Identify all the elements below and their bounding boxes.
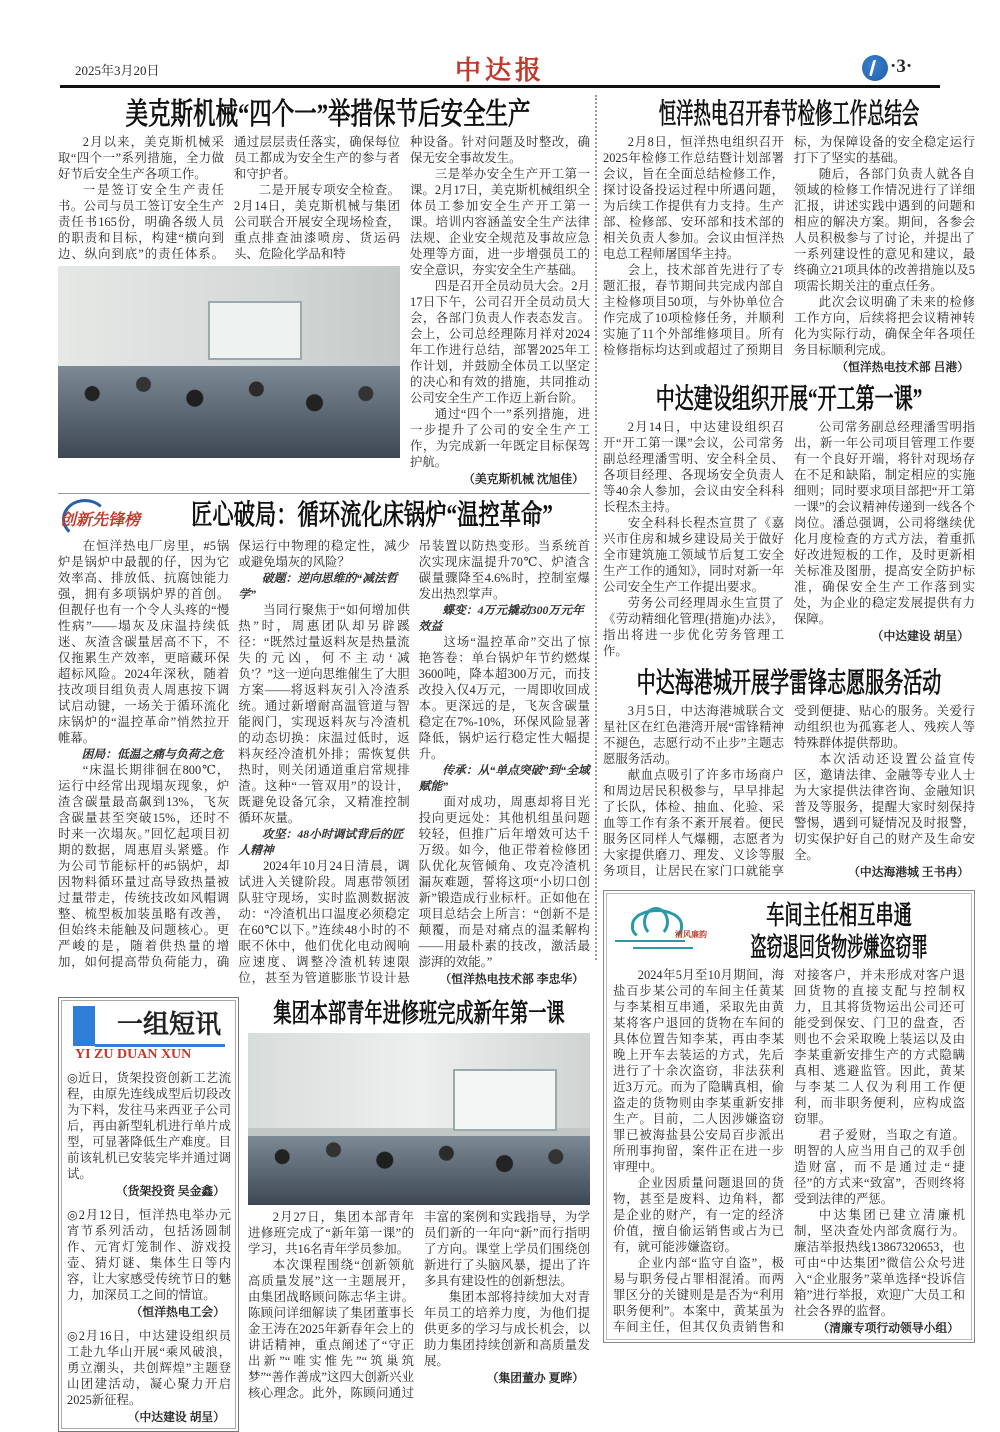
- classroom-photo: [248, 1033, 590, 1205]
- byline: （美克斯机械 沈旭佳）: [463, 472, 584, 486]
- masthead: 中达报: [454, 56, 545, 85]
- paragraph: 种设备。针对问题及时整改，确保无安全事故发生。: [410, 135, 590, 165]
- right-region: [603, 96, 975, 1343]
- article-title: [154, 497, 590, 535]
- paragraph: 通过“四个一”系列措施，进一步提升了公司的安全生产工作，为完成新一年既定目标保驾护航。: [410, 407, 590, 469]
- makesi-title: 美克斯机械“四个一”举措保节后安全生产: [125, 98, 531, 131]
- bottom-row: [58, 997, 590, 1432]
- paragraph: 三是举办安全生产开工第一课。2月17日，美克斯机械组织全体员工参加安全生产开工第一课。培训内容涵盖安全生产法律法规、企业安全规范及事故应急处理等方面，进一步增强员工的安全意识，夯实安全生产基础。: [410, 167, 590, 277]
- article-title: [603, 96, 975, 134]
- byline: （恒洋热电技术部 吕港）: [836, 360, 969, 374]
- integrity-header: [613, 897, 965, 967]
- paragraph: 本次活动还设置公益宣传区，邀请法律、金融等专业人士为大家提供法律咨询、金融知识普及等服务，提醒大家时刻保持警惕，遇到可疑情况及时报警，切实保护好自己的财产及生命安全。: [794, 752, 975, 862]
- paragraph: 企业因质量问题退回的货物，甚至是废料、边角料，都是企业的财产，有一定的经济价值，擅自偷运销售或占为已有，就可能涉嫌盗窃。: [613, 1176, 784, 1254]
- boiler-header: [58, 494, 590, 538]
- briefs-logo: [65, 1002, 232, 1064]
- innovation-badge: [58, 497, 154, 535]
- integrity-box: [603, 890, 975, 1343]
- byline: （中达建设 胡呈）: [127, 1410, 225, 1424]
- zhongda-build-title: 中达建设组织开展“开工第一课”: [655, 384, 923, 415]
- paragraph: 此次会议明确了未来的检修工作方向，后续将把会议精神转化为实际行动，确保全年各项任务目标顺利完成。: [794, 295, 975, 357]
- paragraph: 2月8日，恒洋热电组织召开2025年检修工作总结暨计划部署会议，旨在全面总结检修工作，探讨设备投运过程中所遇问题，为后续工作提供有力支持。生产部、检修部、安环部和技术部的相关负责人参加。会议由恒洋热电总工程师屠国华主持。: [603, 135, 784, 261]
- makesi-article: [58, 134, 590, 487]
- meeting-photo: [58, 266, 400, 458]
- paragraph: 企业内部“监守自盗”，极易与职务侵占罪相混淆。而两罪区分的关键则是是否为“利用职务便利”。本案中，黄某虽为车间主任，但其仅负责销售和对接客户，并未形成对客户退回货物的直接支配与控制权力，且其将货物运出公司还可能受到保安、门卫的盘查，否则也不会采取晚上装运以及由李某重新安排生产的方式隐瞒真相、逃避监管。因此，黄某与李某二人仅为利用工作便利，而非职务便利，应构成盗窃罪。: [613, 968, 965, 1334]
- byline: （集团董办 夏晔）: [486, 1371, 584, 1385]
- article-title: [713, 932, 965, 964]
- makesi-body-right: [410, 134, 590, 487]
- logo-block-icon: [73, 1006, 95, 1046]
- zhongda-build-body: [603, 419, 975, 659]
- briefs-title: 一组短讯: [117, 1010, 222, 1039]
- column-divider: [595, 95, 597, 960]
- paragraph: 四是召开全员动员大会。2月17日下午，公司召开全员动员大会，各部门负责人作表态发言。会上，公司总经理陈月祥对2024年工作进行总结，部署2025年工作计划，并鼓励全体员工以坚定的决心和有效的措施，共同推动公司安全生产工作迈上新台阶。: [410, 279, 590, 405]
- paragraph: “床温长期徘徊在800℃，运行中经常出现塌灰现象，炉渣含碳量最高飙到13%，飞灰含碳量甚至突破15%，还时不时来一次塌灰。”回忆起项目初期的数据，周惠眉头紧蹙。作为公司节能标杆的#5锅炉，却因物料循环量过高导致热量被过量带走，传统技改如风帽调整、梳型板加装虽略有改善，但始终未能触及问题核心。更严峻的是，随着供热量的增加，如何提高带负荷能力，确保运行中物理的稳定性，减少或避免塌灰的风险？: [58, 539, 410, 969]
- brief-item: ◎2月16日，中达建设组织员工赴九华山开展“乘风破浪，勇立潮头，共创辉煌”主题登山团建活动，凝心聚力开启2025新征程。: [67, 1329, 231, 1407]
- paragraph: 这场“温控革命”交出了惊艳答卷：单台锅炉年节约燃煤3600吨，降本超300万元，而技改投入仅4万元，一周即收回成本。更深远的是，飞灰含碳量稳定在7%-10%，环保风险显著降低，锅炉运行稳定性大幅提升。: [418, 635, 590, 761]
- article-title: [713, 900, 965, 932]
- article-title: [603, 665, 975, 703]
- paragraph: 本次课程围绕“创新领航高质量发展”这一主题展开，由集团战略顾问陈志华主讲。陈顾问详细解读了集团董事长金王涛在2025年新春年会上的讲话精神，重点阐述了“守正出新”“唯实惟先”“筑巢筑梦”“善作善成”这四大创新兴业核心理念。此外，陈顾问通过丰富的案例和实践指导，为学员们新的一年向“新”而行指明了方向。课堂上学员们围绕创新进行了头脑风暴，提出了许多具有建设性的创新想法。: [248, 1210, 590, 1400]
- paragraph: 面对成功，周惠却将目光投向更远处：其他机组虽问题较轻，但推广后年增效可达千万级。如今，他正带着检修团队优化灰管倾角、攻克冷渣机漏灰难题，誓将这项“小切口创新”锻造成行业标杆。正如他在项目总结会上所言：“创新不是颠覆，而是对痛点的温柔解构——用最朴素的技改，激活最澎湃的效能。”: [418, 795, 590, 969]
- paragraph: 2024年5月至10月期间，海盐百步某公司的车间主任黄某与李某相互串通，采取先由黄某将客户退回的货物在车间的具体位置告知李某，再由李某晚上开车去装运的方式，先后进行了十余次盗窃，非法获利近3万元。而为了隐瞒真相，偷盗走的货物则由李某重新安排生产。目前，二人因涉嫌盗窃罪已被海盐县公安局百步派出所刑事拘留，案件正在进一步审理中。: [613, 968, 784, 1174]
- hengyang-repair-title: 恒洋热电召开春节检修工作总结会: [658, 99, 920, 130]
- subheading: 传承：从“单点突破”到“全域赋能”: [418, 763, 590, 793]
- byline: （中达建设 胡呈）: [871, 629, 969, 643]
- lotus-logo: [613, 907, 713, 957]
- brief-item: ◎2月12日，恒洋热电举办元宵节系列活动，包括汤圆制作、元宵灯笼制作、游戏投壶、猜灯谜、集体生日等内容，让大家感受传统节日的魅力，加深员工之间的情谊。: [67, 1208, 231, 1302]
- boiler-body: [58, 538, 590, 987]
- paragraph: 当同行聚焦于“如何增加供热”时，周惠团队却另辟蹊径：“既然过量返料灰是热量流失的元凶，何不主动‘减负’？”这一逆向思维催生了大胆方案——将返料灰引入冷渣系统。通过新增耐高温管道与智能阀门，实现返料灰与冷渣机的动态切换：床温过低时，返料灰经冷渣机外排；需恢复供热时，则关闭通道重启常规排渣。这种“一管双用”的设计，既避免设备冗余，又精准控制循环灰量。: [238, 603, 410, 825]
- paragraph: 公司常务副总经理潘雪明指出，新一年公司项目管理工作要有一个良好开端，将针对现场存在不足和缺陷，制定相应的实施细则；同时要求项目部把“开工第一课”的会议精神传递到一线各个岗位。潘总强调，公司将继续优化月度检查的方式方法，着重抓好改进短板的工作，及时更新相关标准及图册，提高安全防护标准，确保安全生产工作落到实处，为企业的稳定发展提供有力保障。: [794, 420, 975, 626]
- paragraph: 随后，各部门负责人就各自领域的检修工作情况进行了详细汇报，讲述实践中遇到的问题和相应的解决方案。期间，各参会人员积极参与了讨论，并提出了一系列建设性的意见和建议，最终确立21项具体的改善措施以及5项需长期关注的重点任务。: [794, 167, 975, 293]
- paragraph: 3月5日，中达海港城联合文星社区在红色港湾开展“雷锋精神不褪色，志愿行动不止步”主题志愿服务活动。: [603, 704, 784, 766]
- theft-title-line1: 车间主任相互串通: [766, 901, 912, 930]
- youth-article: [248, 997, 590, 1401]
- paragraph: 二是开展专项安全检查。2月14日，美克斯机械与集团公司联合开展安全现场检查，重点排查油漆喷房、货运码头、危险化学品和特: [234, 183, 400, 261]
- article-title: [603, 381, 975, 419]
- youth-body: [248, 1209, 590, 1401]
- subheading: 困局：低温之痛与负荷之危: [81, 747, 224, 761]
- page-date: 2025年3月20日: [75, 63, 160, 78]
- youth-title: 集团本部青年进修班完成新年第一课: [273, 999, 565, 1028]
- paragraph: 2024年10月24日清晨，调试进入关键阶段。周惠带领团队驻守现场，实时监测数据波动：“冷渣机出口温度必须稳定在60℃以下。”连续48小时的不眠不休中，他们优化电动阀响应速度、调整冷渣机转速限位，甚至为管道膨胀节设计悬吊装置以防热变形。当系统首次实现床温提升70℃、炉渣含碳量骤降至4.6%时，控制室爆发出热烈掌声。: [238, 539, 590, 985]
- theft-title-line2: 盗窃退回货物涉嫌盗窃罪: [750, 933, 928, 962]
- harbor-body: [603, 703, 975, 880]
- paragraph: 集团本部将持续加大对青年员工的培养力度，为他们提供更多的学习与成长机会，以助力集团持续创新和高质量发展。: [424, 1290, 590, 1368]
- hengyang-repair-body: [603, 134, 975, 375]
- paragraph: 君子爱财，当取之有道。明智的人应当用自己的双手创造财富，而不是通过走“捷径”的方式来“致富”，否则终将受到法律的严惩。: [794, 1128, 965, 1206]
- zhongda-logo-icon: [862, 55, 888, 81]
- subheading: 蝶变：4万元撬动300万元年效益: [418, 603, 584, 633]
- paragraph: 2月27日，集团本部青年进修班完成了“新年第一课”的学习，共16名青年学员参加。: [248, 1210, 414, 1256]
- paragraph: 一是签订安全生产责任书。公司与员工签订安全生产责任书165份，明确各级人员的职责和目标，构建“横向到边、纵向到底”的责任体系。通过层层责任落实，确保每位员工都成为安全生产的参与者和守护者。: [58, 135, 400, 261]
- brief-item: ◎近日，货架投资创新工艺流程，由原先连线成型后切段改为下料，发往马来西亚子公司后，再由新型轧机进行单片成型，可显著降低生产难度。目前该轧机已安装完毕并通过调试。: [67, 1071, 231, 1181]
- paragraph: 2月以来，美克斯机械采取“四个一”系列措施，全力做好节后安全生产各项工作。: [58, 135, 224, 181]
- paragraph: 安全科科长程杰宣贯了《嘉兴市住房和城乡建设局关于做好全市建筑施工领域节后复工安全生产工作的通知》，同时对新一年公司安全生产工作提出要求。: [603, 516, 784, 594]
- paragraph: 中达集团已建立清廉机制，坚决查处内部贪腐行为。廉洁举报热线13867320653，也可由“中达集团”微信公众号进入“企业服务”菜单选择“投诉信箱”进行举报，欢迎广大员工和社会各界的监督。: [794, 1208, 965, 1318]
- article-title: [248, 997, 590, 1031]
- paragraph: 在恒洋热电厂房里，#5锅炉是锅炉中最靓的仔，因为它效率高、排放低、抗腐蚀能力强，拥有多项锅炉界的首创。但靓仔也有一个令人头疼的“慢性病”——塌灰及床温持续低迷、灰渣含碳量居高不下，不仅拖累生产效率，更暗藏环保超标风险。2024年深秋，随着技改项目组负责人周惠按下调试启动键，一场关于循环流化床锅炉的“温控革命”悄然拉开帷幕。: [58, 539, 230, 745]
- paragraph: 2月14日，中达建设组织召开“开工第一课”会议，公司常务副总经理潘雪明、安全科全员、各项目经理、各现场安全负责人等40余人参加，会议由安全科科长程杰主持。: [603, 420, 784, 514]
- left-region: [58, 96, 590, 1432]
- boiler-title: 匠心破局：循环流化床锅炉“温控革命”: [191, 500, 553, 531]
- page-number: ·3·: [890, 56, 913, 77]
- makesi-body-top: [58, 134, 400, 262]
- subheading: 攻坚：48小时调试背后的匠人精神: [238, 827, 404, 857]
- theft-body: [613, 967, 965, 1336]
- byline: （恒洋热电工会）: [130, 1305, 225, 1319]
- header-rule: [60, 85, 940, 88]
- byline: （恒洋热电技术部 李忠华）: [439, 972, 584, 986]
- badge-label: 创新先锋榜: [60, 512, 141, 529]
- paragraph: 劳务公司经理周永生宣贯了《劳动精细化管理(措施)办法》，指出将进一步优化劳务管理工作。: [603, 596, 784, 658]
- news-briefs-box: [58, 997, 239, 1432]
- byline: （货架投资 吴金鑫）: [115, 1184, 225, 1198]
- briefs-pinyin: YI ZU DUAN XUN: [75, 1047, 192, 1062]
- byline: （中达海港城 王书冉）: [848, 865, 969, 879]
- subheading: 破题：逆向思维的“减法哲学”: [238, 571, 398, 601]
- harbor-title: 中达海港城开展学雷锋志愿服务活动: [636, 668, 942, 699]
- paragraph: 会上，技术部首先进行了专题汇报，春节期间共完成内部自主检修项目50项，与外协单位合作完成了10项检修任务，并顺利实施了11个外部维修项目。所有检修指标均达到或超过了预期目标，为保障设备的安全稳定运行打下了坚实的基础。: [603, 135, 975, 357]
- article-title: [58, 96, 590, 134]
- byline: （清廉专项行动领导小组）: [817, 1321, 959, 1335]
- paragraph: 献血点吸引了许多市场商户和周边居民积极参与，早早排起了长队，体检、抽血、化验、采血等工作有条不紊开展着。便民服务区同样人气爆棚，志愿者为大家提供磨刀、理发、义诊等服务项目，让居民在家门口就能享受到便捷、贴心的服务。关爱行动组织也为孤寡老人、残疾人等特殊群体提供帮助。: [603, 704, 975, 878]
- logo-text: 清风廉韵: [675, 930, 707, 939]
